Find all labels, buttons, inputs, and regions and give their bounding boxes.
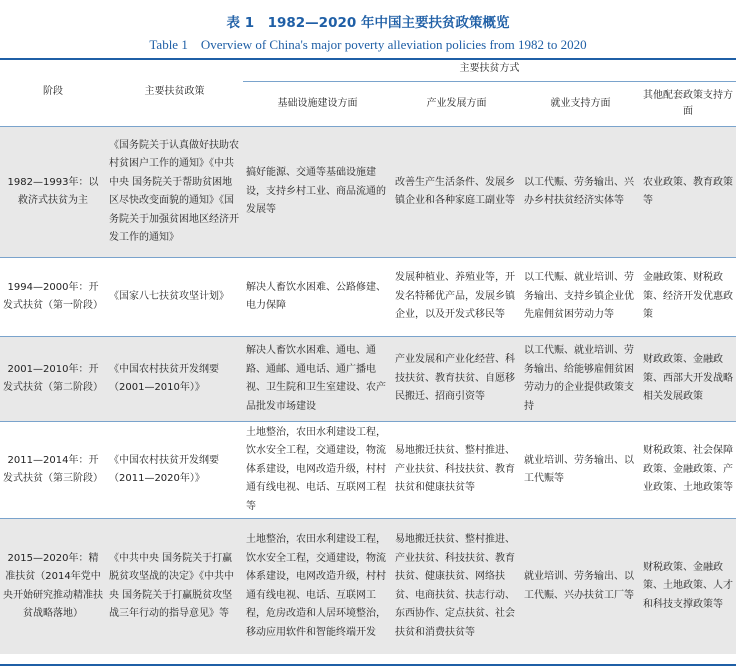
table-top-rule [0,58,736,60]
infrastructure-cell: 土地整治，农田水利建设工程，饮水安全工程，交通建设，物流体系建设，电网改造升级，村村通有线电视、电话、互联网工程，危房改造和人居环境整治，移动应用软件和智能终端开发 [243,519,392,655]
policy-cell: 《国家八七扶贫攻坚计划》 [106,258,243,337]
other-policies-cell: 财税政策、社会保障政策、金融政策、产业政策、土地政策等 [640,422,736,519]
header-policy: 主要扶贫政策 [106,58,243,127]
employment-cell: 就业培训、劳务输出、以工代赈、兴办扶贫工厂等 [521,519,640,655]
stage-cell: 2001—2010年：开发式扶贫（第二阶段） [0,337,106,422]
policy-cell: 《国务院关于认真做好扶助农村贫困户工作的通知》《中共中央 国务院关于帮助贫困地区尽快改变面貌的通知》《国务院关于加强贫困地区经济开发工作的通知》 [106,127,243,258]
infrastructure-cell: 解决人畜饮水困难、公路修建、电力保障 [243,258,392,337]
infrastructure-cell: 搞好能源、交通等基础设施建设，支持乡村工业、商品流通的发展等 [243,127,392,258]
stage-cell: 2011—2014年：开发式扶贫（第三阶段） [0,422,106,519]
stage-cell: 1982—1993年：以救济式扶贫为主 [0,127,106,258]
stage-cell: 2015—2020年：精准扶贫（2014年党中央开始研究推动精准扶贫战略落地） [0,519,106,655]
table-row [0,337,736,422]
table-title-chinese: 表 1 1982—2020 年中国主要扶贫政策概览 [226,15,510,31]
header-employment: 就业支持方面 [550,98,611,109]
table-row [0,519,736,655]
industry-cell: 易地搬迁扶贫、整村推进、产业扶贫、科技扶贫、教育扶贫和健康扶贫等 [392,422,521,519]
other-policies-cell: 财税政策、金融政策、土地政策、人才和科技支撑政策等 [640,519,736,655]
table-row [0,127,736,258]
employment-cell: 就业培训、劳务输出、以工代赈等 [521,422,640,519]
other-policies-cell: 农业政策、教育政策等 [640,127,736,258]
policy-cell: 《中国农村扶贫开发纲要（2001—2010年）》 [106,337,243,422]
header-infrastructure: 基础设施建设方面 [277,98,358,109]
industry-cell: 发展种植业、养殖业等，开发名特稀优产品，发展乡镇企业，以及开发式移民等 [392,258,521,337]
other-policies-cell: 财政政策、金融政策、西部大开发战略相关发展政策 [640,337,736,422]
header-stage: 阶段 [0,58,106,127]
table-row [0,258,736,337]
table-bottom-rule [0,664,736,666]
header-method-group: 主要扶贫方式 [243,58,736,82]
employment-cell: 以工代赈、就业培训、劳务输出、给能够雇佣贫困劳动力的企业提供政策支持 [521,337,640,422]
policy-cell: 《中国农村扶贫开发纲要（2011—2020年）》 [106,422,243,519]
industry-cell: 产业发展和产业化经营、科技扶贫、教育扶贫、自愿移民搬迁、招商引资等 [392,337,521,422]
table-title-english: Table 1 Overview of China's major poverty alleviation policies from 1982 to 2020 [149,37,587,52]
infrastructure-cell: 土地整治，农田水利建设工程，饮水安全工程，交通建设，物流体系建设，电网改造升级，村村通有线电视、电话、互联网工程等 [243,422,392,519]
industry-cell: 易地搬迁扶贫、整村推进、产业扶贫、科技扶贫、教育扶贫、健康扶贫、网络扶贫、电商扶贫、扶志行动、东西协作、定点扶贫、社会扶贫和消费扶贫等 [392,519,521,655]
table-row [0,422,736,519]
stage-cell: 1994—2000年：开发式扶贫（第一阶段） [0,258,106,337]
policy-table [0,58,736,654]
header-other-policies: 其他配套政策支持方面 [643,90,733,117]
header-industry: 产业发展方面 [426,98,487,109]
employment-cell: 以工代赈、劳务输出、兴办乡村扶贫经济实体等 [521,127,640,258]
infrastructure-cell: 解决人畜饮水困难、通电、通路、通邮、通电话、通广播电视、卫生院和卫生室建设、农产品批发市场建设 [243,337,392,422]
policy-cell: 《中共中央 国务院关于打赢脱贫攻坚战的决定》《中共中央 国务院关于打赢脱贫攻坚战三年行动的指导意见》等 [106,519,243,655]
industry-cell: 改善生产生活条件、发展乡镇企业和各种家庭工副业等 [392,127,521,258]
other-policies-cell: 金融政策、财税政策、经济开发优惠政策 [640,258,736,337]
employment-cell: 以工代赈、就业培训、劳务输出、支持乡镇企业优先雇佣贫困劳动力等 [521,258,640,337]
